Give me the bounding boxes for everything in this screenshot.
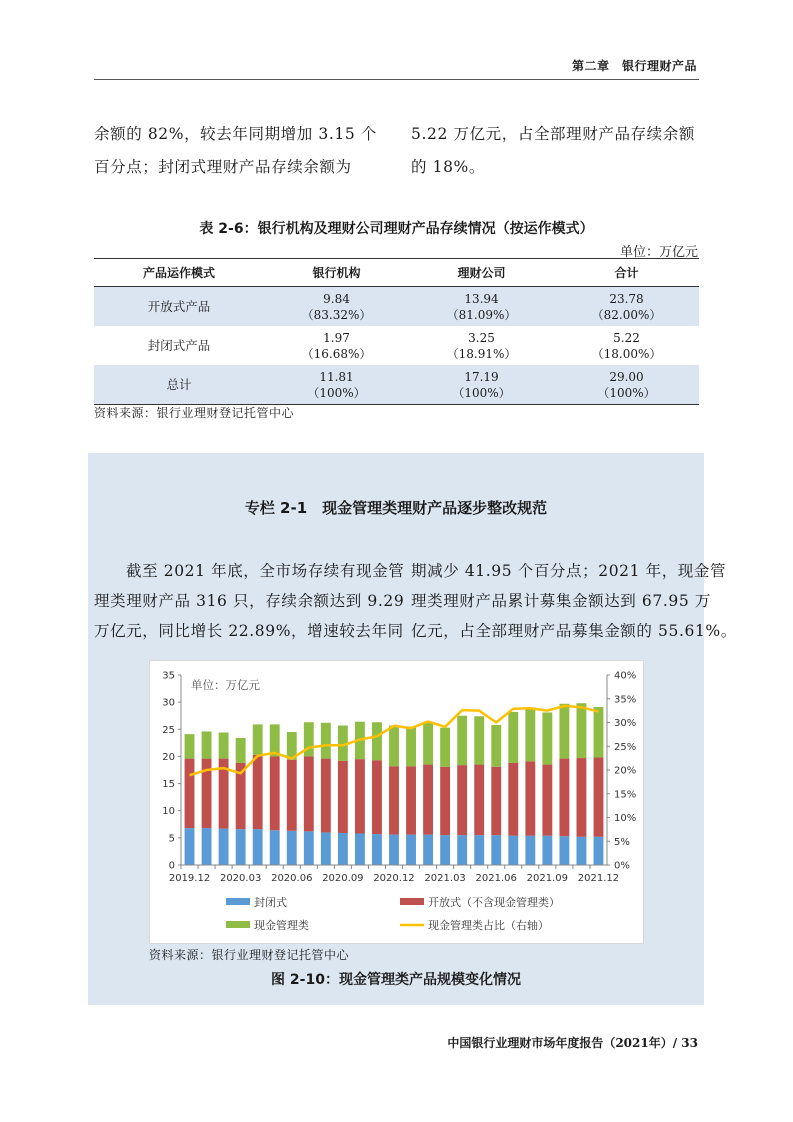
bar-segment xyxy=(253,724,263,754)
bar-segment xyxy=(559,759,569,837)
box-line: 亿元，占全部理财产品募集金额的 55.61%。 xyxy=(411,622,737,640)
bar-segment xyxy=(236,829,246,865)
bar-segment xyxy=(525,708,535,762)
box-title: 专栏 2-1 现金管理类理财产品逐步整改规范 xyxy=(244,499,548,517)
x-tick-label: 2020.09 xyxy=(322,873,364,884)
bar-segment xyxy=(542,836,552,865)
bar-segment xyxy=(440,767,450,835)
row-label: 总计 xyxy=(94,365,264,405)
cell-value: 17.19 xyxy=(464,369,499,384)
bar-segment xyxy=(491,725,501,767)
box-right-column xyxy=(411,556,737,646)
bar-segment xyxy=(253,829,263,865)
column-header: 银行机构 xyxy=(264,259,409,287)
table-title: 表 2-6：银行机构及理财公司理财产品存续情况（按运作模式） xyxy=(199,221,594,237)
table-header-row xyxy=(94,259,699,287)
table-cell xyxy=(554,326,699,365)
box-left-column xyxy=(94,556,404,646)
y-tick-label: 35 xyxy=(162,670,175,682)
cell-share: （18.00%） xyxy=(591,346,662,361)
bar-segment xyxy=(389,835,399,865)
table-cell xyxy=(409,365,554,405)
bar-segment xyxy=(185,759,195,828)
y2-tick-label: 15% xyxy=(614,789,637,801)
column-header: 产品运作模式 xyxy=(94,259,264,287)
bar-segment xyxy=(287,760,297,831)
y2-tick-label: 5% xyxy=(614,836,630,848)
bar-segment xyxy=(321,759,331,833)
data-table xyxy=(94,258,699,405)
y2-tick-label: 20% xyxy=(614,765,637,777)
bar-segment xyxy=(202,828,212,865)
table-row xyxy=(94,365,699,405)
bar-segment xyxy=(474,765,484,836)
box-line: 万亿元，同比增长 22.89%，增速较去年同 xyxy=(94,622,404,640)
figure-caption: 图 2-10：现金管理类产品规模变化情况 xyxy=(271,972,521,988)
y-tick-label: 20 xyxy=(162,751,175,763)
cell-share: （100%） xyxy=(307,385,366,400)
y2-tick-label: 35% xyxy=(614,694,637,706)
cell-share: （100%） xyxy=(452,385,511,400)
table-unit: 单位：万亿元 xyxy=(619,245,698,260)
legend-swatch xyxy=(400,898,424,905)
bar-segment xyxy=(576,837,586,865)
bar-segment xyxy=(406,727,416,767)
y2-tick-label: 25% xyxy=(614,741,637,753)
bar-segment xyxy=(491,835,501,865)
bar-segment xyxy=(576,758,586,837)
cell-value: 13.94 xyxy=(464,291,499,306)
bar-segment xyxy=(304,831,314,865)
cell-share: （82.00%） xyxy=(591,307,662,322)
x-tick-label: 2021.09 xyxy=(526,873,569,884)
intro-left-column xyxy=(94,118,377,184)
legend-label: 封闭式 xyxy=(254,896,287,909)
bar-segment xyxy=(185,828,195,865)
cell-share: （16.68%） xyxy=(301,346,372,361)
cell-share: （83.32%） xyxy=(301,307,372,322)
y2-tick-label: 10% xyxy=(614,813,637,824)
cell-value: 9.84 xyxy=(323,291,350,306)
bar-segment xyxy=(508,763,518,836)
legend-label: 开放式（不含现金管理类） xyxy=(428,896,560,909)
bar-segment xyxy=(219,733,229,759)
y2-tick-label: 40% xyxy=(614,670,637,682)
bar-segment xyxy=(406,766,416,834)
cell-share: （100%） xyxy=(597,385,656,400)
bar-segment xyxy=(372,722,382,760)
cell-value: 5.22 xyxy=(613,330,640,345)
x-tick-label: 2021.06 xyxy=(475,873,517,884)
bar-segment xyxy=(594,758,604,837)
bar-segment xyxy=(185,734,195,758)
bar-segment xyxy=(457,716,467,765)
chart-unit-label: 单位：万亿元 xyxy=(191,678,260,692)
chart-source: 资料来源：银行业理财登记托管中心 xyxy=(149,948,350,962)
cell-value: 1.97 xyxy=(323,330,350,345)
page-footer: 中国银行业理财市场年度报告（2021年）/ 33 xyxy=(447,1036,698,1050)
bar-segment xyxy=(406,835,416,865)
table-cell xyxy=(554,365,699,405)
y-tick-label: 10 xyxy=(162,806,175,818)
box-line: 理类理财产品 316 只，存续余额达到 9.29 xyxy=(94,592,405,610)
table-cell xyxy=(264,287,409,327)
intro-line: 百分点；封闭式理财产品存续余额为 xyxy=(94,158,352,176)
chart xyxy=(150,661,643,943)
row-label: 封闭式产品 xyxy=(147,337,211,353)
bar-segment xyxy=(270,724,280,756)
cell-share: （18.91%） xyxy=(446,346,517,361)
x-tick-label: 2021.03 xyxy=(424,873,466,884)
bar-segment xyxy=(594,837,604,865)
bar-segment xyxy=(321,723,331,759)
box-line: 理类理财产品累计募集金额达到 67.95 万 xyxy=(411,592,711,610)
y-tick-label: 5 xyxy=(168,833,175,845)
bar-segment xyxy=(457,835,467,865)
bar-segment xyxy=(559,836,569,865)
chart-frame xyxy=(149,660,644,944)
bar-segment xyxy=(559,704,569,759)
table-source: 资料来源：银行业理财登记托管中心 xyxy=(94,406,295,420)
legend-label: 现金管理类 xyxy=(254,919,309,932)
bar-segment xyxy=(270,830,280,865)
cell-share: （81.09%） xyxy=(446,307,517,322)
chart-bars xyxy=(185,703,604,865)
table-cell xyxy=(409,287,554,327)
x-tick-label: 2020.12 xyxy=(373,873,415,884)
bar-segment xyxy=(389,725,399,766)
intro-line: 的 18%。 xyxy=(411,158,485,176)
chart-legend xyxy=(226,895,560,932)
bar-segment xyxy=(594,707,604,757)
bar-segment xyxy=(474,716,484,764)
bar-segment xyxy=(576,703,586,758)
bar-segment xyxy=(508,836,518,865)
bar-segment xyxy=(491,767,501,835)
bar-segment xyxy=(423,765,433,835)
bar-segment xyxy=(542,712,552,764)
column-header: 理财公司 xyxy=(409,259,554,287)
cell-value: 29.00 xyxy=(609,369,644,384)
y-tick-label: 30 xyxy=(162,697,175,709)
table-cell xyxy=(409,326,554,365)
y-tick-label: 0 xyxy=(168,860,175,872)
y-tick-label: 25 xyxy=(162,724,175,736)
bar-segment xyxy=(202,731,212,758)
bar-segment xyxy=(440,728,450,767)
bar-segment xyxy=(321,832,331,865)
intro-line: 5.22 万亿元，占全部理财产品存续余额 xyxy=(411,125,695,143)
bar-segment xyxy=(355,834,365,865)
running-header: 第二章 银行理财产品 xyxy=(571,59,697,73)
header-rule xyxy=(94,79,699,80)
bar-segment xyxy=(423,835,433,865)
bar-segment xyxy=(440,835,450,865)
legend-swatch xyxy=(226,921,250,928)
table-cell xyxy=(554,287,699,327)
bar-segment xyxy=(389,766,399,834)
box-line: 截至 2021 年底，全市场存续有现金管 xyxy=(126,562,405,580)
bar-segment xyxy=(304,756,314,831)
intro-line: 余额的 82%，较去年同期增加 3.15 个 xyxy=(94,125,377,143)
table-row xyxy=(94,326,699,365)
table-cell xyxy=(264,326,409,365)
bar-segment xyxy=(542,765,552,836)
bar-segment xyxy=(474,835,484,865)
bar-segment xyxy=(236,738,246,763)
bar-segment xyxy=(423,722,433,765)
bar-segment xyxy=(525,761,535,835)
bar-segment xyxy=(355,759,365,833)
bar-segment xyxy=(338,761,348,833)
y2-tick-label: 30% xyxy=(614,718,637,729)
cell-value: 3.25 xyxy=(468,330,495,345)
bar-segment xyxy=(372,834,382,865)
bar-segment xyxy=(508,712,518,763)
bar-segment xyxy=(287,831,297,865)
intro-right-column xyxy=(411,118,695,184)
bar-segment xyxy=(270,756,280,830)
table-row xyxy=(94,287,699,327)
bar-segment xyxy=(372,760,382,834)
box-line: 期减少 41.95 个百分点；2021 年，现金管 xyxy=(411,562,727,580)
bar-segment xyxy=(457,765,467,835)
x-tick-label: 2020.06 xyxy=(271,873,313,884)
cell-value: 23.78 xyxy=(609,291,644,306)
x-tick-label: 2020.03 xyxy=(219,873,262,884)
column-header: 合计 xyxy=(554,259,699,287)
table-cell xyxy=(264,365,409,405)
row-label: 开放式产品 xyxy=(94,287,264,327)
cell-value: 11.81 xyxy=(319,369,354,384)
bar-segment xyxy=(253,755,263,829)
x-tick-label: 2021.12 xyxy=(577,873,620,884)
bar-segment xyxy=(525,836,535,865)
x-tick-label: 2019.12 xyxy=(168,873,211,884)
legend-swatch xyxy=(226,898,250,905)
y2-tick-label: 0% xyxy=(614,860,630,872)
bar-segment xyxy=(338,833,348,865)
bar-segment xyxy=(219,829,229,865)
legend-label: 现金管理类占比（右轴） xyxy=(428,919,549,932)
y-tick-label: 15 xyxy=(162,779,175,791)
